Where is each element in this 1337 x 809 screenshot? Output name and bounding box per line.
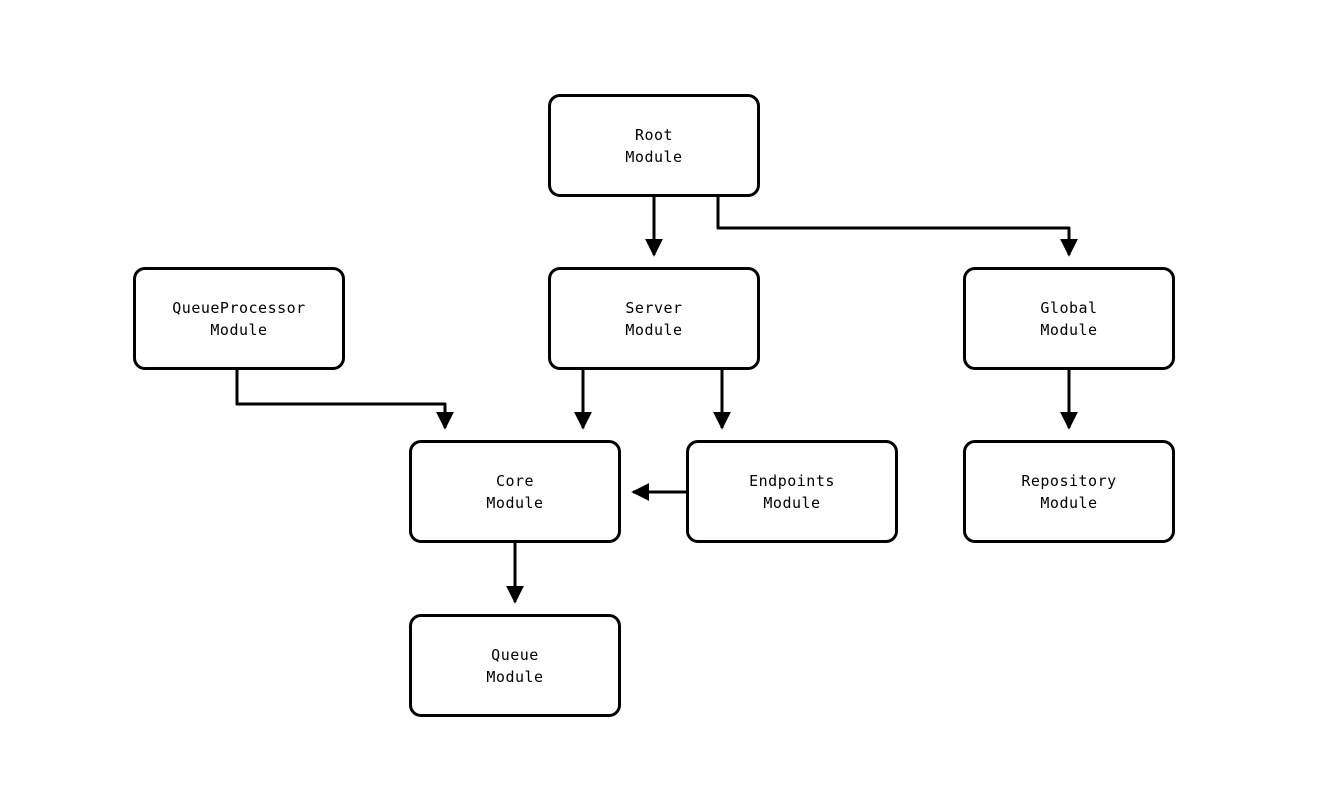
node-core-module-line1: Core xyxy=(495,471,535,490)
node-server-module-line1: Server xyxy=(625,298,683,317)
node-queueprocessor-module[interactable] xyxy=(133,267,345,370)
node-repository-module-line2: Module xyxy=(1040,493,1098,512)
node-queue-module[interactable] xyxy=(409,614,621,717)
node-endpoints-module-line1: Endpoints xyxy=(749,471,835,490)
node-global-module[interactable] xyxy=(963,267,1175,370)
edge-root-to-global xyxy=(718,197,1069,255)
node-queueprocessor-module-line1: QueueProcessor xyxy=(172,298,306,317)
node-queue-module-line2: Module xyxy=(486,667,544,686)
node-server-module[interactable] xyxy=(548,267,760,370)
node-queueprocessor-module-line2: Module xyxy=(210,320,268,339)
node-root-module-line1: Root xyxy=(634,125,674,144)
edge-queueprocessor-to-core xyxy=(237,370,445,428)
node-root-module-line2: Module xyxy=(625,147,683,166)
node-endpoints-module[interactable] xyxy=(686,440,898,543)
node-repository-module[interactable] xyxy=(963,440,1175,543)
node-root-module[interactable] xyxy=(548,94,760,197)
node-global-module-line2: Module xyxy=(1040,320,1098,339)
node-queue-module-line1: Queue xyxy=(491,645,539,664)
node-global-module-line1: Global xyxy=(1040,298,1098,317)
node-core-module[interactable] xyxy=(409,440,621,543)
node-server-module-line2: Module xyxy=(625,320,683,339)
node-repository-module-line1: Repository xyxy=(1021,471,1117,490)
node-core-module-line2: Module xyxy=(486,493,544,512)
node-endpoints-module-line2: Module xyxy=(763,493,821,512)
